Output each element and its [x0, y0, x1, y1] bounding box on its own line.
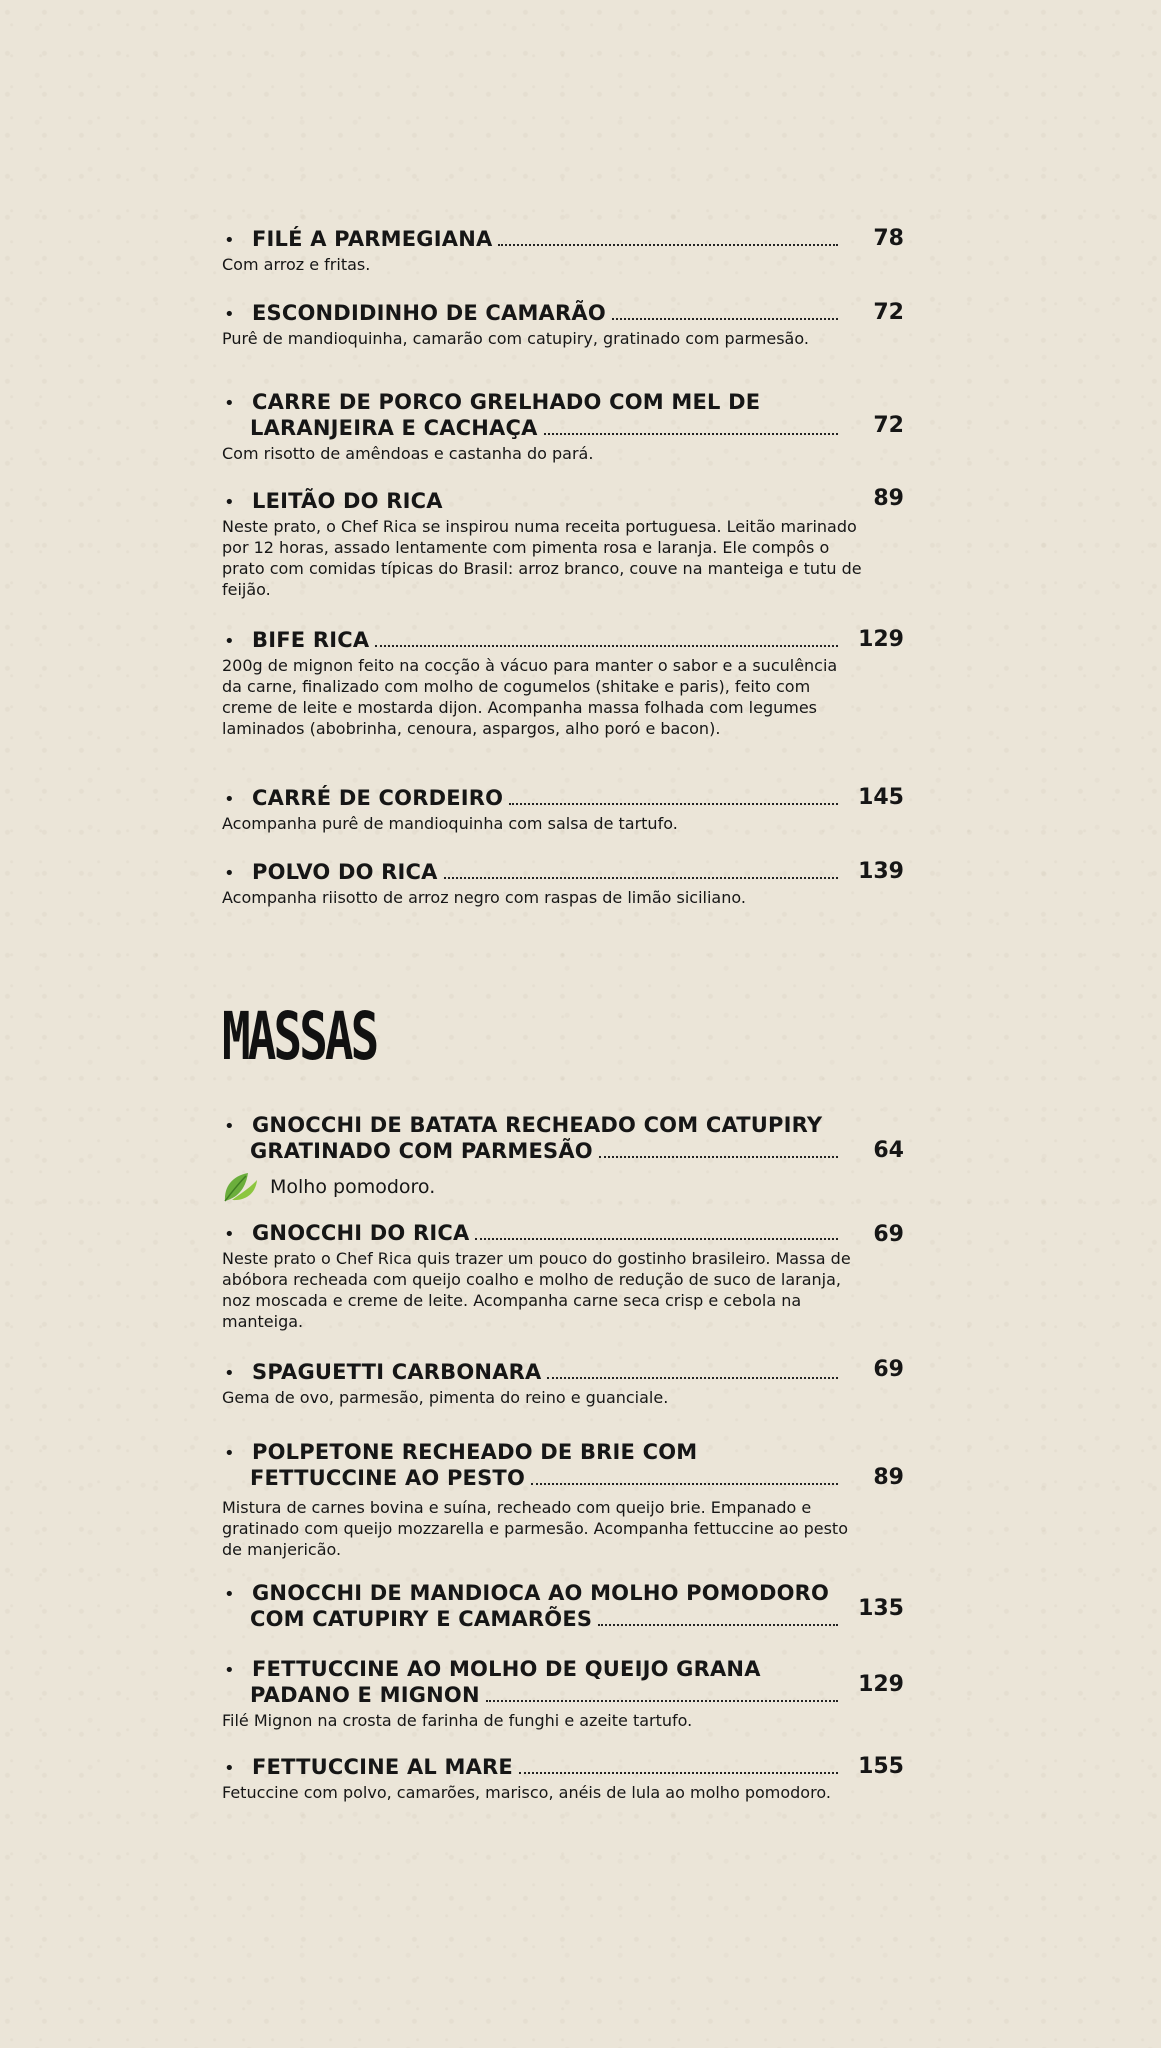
item-price: 72 — [873, 413, 904, 438]
item-name: FETTUCCINE AO MOLHO DE QUEIJO GRANA — [252, 1657, 761, 1681]
dot-leader — [544, 433, 838, 435]
bullet: • — [224, 1116, 235, 1137]
item-price: 89 — [873, 1465, 904, 1490]
item-name-continued: COM CATUPIRY E CAMARÕES — [250, 1607, 593, 1631]
item-name: POLVO DO RICA — [252, 860, 438, 884]
item-price: 155 — [858, 1754, 904, 1779]
item-name: FILÉ A PARMEGIANA — [252, 227, 493, 251]
menu-item — [222, 300, 922, 349]
dot-leader — [531, 1483, 838, 1485]
item-name: SPAGUETTI CARBONARA — [252, 1360, 542, 1384]
menu-item — [222, 1754, 922, 1803]
item-price: 78 — [873, 226, 904, 251]
item-price: 129 — [858, 1672, 904, 1697]
item-description: Com risotto de amêndoas e castanha do pará. — [222, 444, 594, 463]
dot-leader — [444, 877, 838, 879]
bullet: • — [224, 1584, 235, 1605]
item-price: 135 — [858, 1596, 904, 1621]
bullet: • — [224, 304, 235, 325]
item-name: POLPETONE RECHEADO DE BRIE COM — [252, 1440, 698, 1464]
item-name: LEITÃO DO RICA — [252, 489, 443, 513]
menu-item — [222, 389, 922, 464]
item-price: 129 — [858, 627, 904, 652]
item-description: Gema de ovo, parmesão, pimenta do reino e guanciale. — [222, 1388, 669, 1407]
item-description: 200g de mignon feito na cocção à vácuo para manter o sabor e a suculência da carne, finalizado com molho de cogumelos (shitake e paris), feito com creme de leite e mostarda dijon. Acompanha massa folhada com legumes laminados (abobrinha, cenoura, aspargos, alho poró e bacon). — [222, 656, 838, 738]
bullet: • — [224, 1443, 235, 1464]
dot-leader — [519, 1772, 838, 1774]
leaf-icon — [222, 1170, 260, 1204]
bullet: • — [224, 1758, 235, 1779]
item-name: GNOCCHI DE BATATA RECHEADO COM CATUPIRY — [252, 1113, 823, 1137]
bullet: • — [224, 1660, 235, 1681]
item-name: CARRE DE PORCO GRELHADO COM MEL DE — [252, 390, 761, 414]
item-price: 69 — [873, 1222, 904, 1247]
dot-leader — [612, 318, 838, 320]
menu-item — [222, 859, 922, 908]
menu-item — [222, 1112, 922, 1204]
menu-item — [222, 1580, 922, 1632]
item-name: GNOCCHI DO RICA — [252, 1221, 470, 1245]
item-description: Molho pomodoro. — [270, 1176, 436, 1198]
dot-leader — [475, 1238, 838, 1240]
item-name-continued: PADANO E MIGNON — [250, 1683, 480, 1707]
item-price: 72 — [873, 300, 904, 325]
item-price: 69 — [873, 1357, 904, 1382]
item-price: 64 — [873, 1138, 904, 1163]
item-price: 139 — [858, 859, 904, 884]
dot-leader — [599, 1156, 838, 1158]
bullet: • — [224, 631, 235, 652]
dot-leader — [486, 1700, 838, 1702]
dot-leader — [375, 645, 838, 647]
item-price: 89 — [873, 486, 904, 511]
item-description: Filé Mignon na crosta de farinha de funghi e azeite tartufo. — [222, 1711, 693, 1730]
menu-item — [222, 1359, 922, 1408]
item-name: CARRÉ DE CORDEIRO — [252, 786, 504, 810]
item-name: BIFE RICA — [252, 628, 370, 652]
item-description: Acompanha riisotto de arroz negro com raspas de limão siciliano. — [222, 888, 746, 907]
item-description: Neste prato o Chef Rica quis trazer um pouco do gostinho brasileiro. Massa de abóbora recheada com queijo coalho e molho de redução de suco de laranja, noz moscada e creme de leite. Acompanha carne seca crisp e cebola na manteiga. — [222, 1249, 851, 1331]
item-description: Acompanha purê de mandioquinha com salsa de tartufo. — [222, 814, 678, 833]
item-name: ESCONDIDINHO DE CAMARÃO — [252, 301, 606, 325]
menu-item — [222, 488, 922, 600]
dot-leader — [547, 1377, 838, 1379]
item-name-continued: FETTUCCINE AO PESTO — [250, 1466, 525, 1490]
menu-item — [222, 785, 922, 834]
item-name: GNOCCHI DE MANDIOCA AO MOLHO POMODORO — [252, 1581, 830, 1605]
item-description: Fetuccine com polvo, camarões, marisco, anéis de lula ao molho pomodoro. — [222, 1783, 831, 1802]
bullet: • — [224, 863, 235, 884]
item-name-continued: GRATINADO COM PARMESÃO — [250, 1139, 593, 1163]
bullet: • — [224, 1224, 235, 1245]
item-description: Com arroz e fritas. — [222, 255, 371, 274]
menu-item — [222, 1656, 922, 1731]
item-description: Neste prato, o Chef Rica se inspirou numa receita portuguesa. Leitão marinado por 12 horas, assado lentamente com pimenta rosa e laranja. Ele compôs o prato com comidas típicas do Brasil: arroz branco, couve na manteiga e tutu de feijão. — [222, 517, 862, 599]
dot-leader — [498, 244, 838, 246]
dot-leader — [509, 803, 838, 805]
menu-item — [222, 226, 922, 275]
bullet: • — [224, 492, 235, 513]
item-name: FETTUCCINE AL MARE — [252, 1755, 513, 1779]
item-price: 145 — [858, 785, 904, 810]
bullet: • — [224, 789, 235, 810]
dot-leader — [598, 1624, 838, 1626]
item-description: Mistura de carnes bovina e suína, recheado com queijo brie. Empanado e gratinado com queijo mozzarella e parmesão. Acompanha fettuccine ao pesto de manjericão. — [222, 1498, 848, 1559]
bullet: • — [224, 393, 235, 414]
menu-item — [222, 627, 922, 739]
menu-item — [222, 1439, 922, 1560]
section-title: MASSAS — [222, 998, 377, 1075]
item-name-continued: LARANJEIRA E CACHAÇA — [250, 416, 538, 440]
bullet: • — [224, 230, 235, 251]
menu-item — [222, 1220, 922, 1332]
bullet: • — [224, 1363, 235, 1384]
vegetarian-note — [222, 1170, 922, 1204]
item-description: Purê de mandioquinha, camarão com catupiry, gratinado com parmesão. — [222, 329, 809, 348]
